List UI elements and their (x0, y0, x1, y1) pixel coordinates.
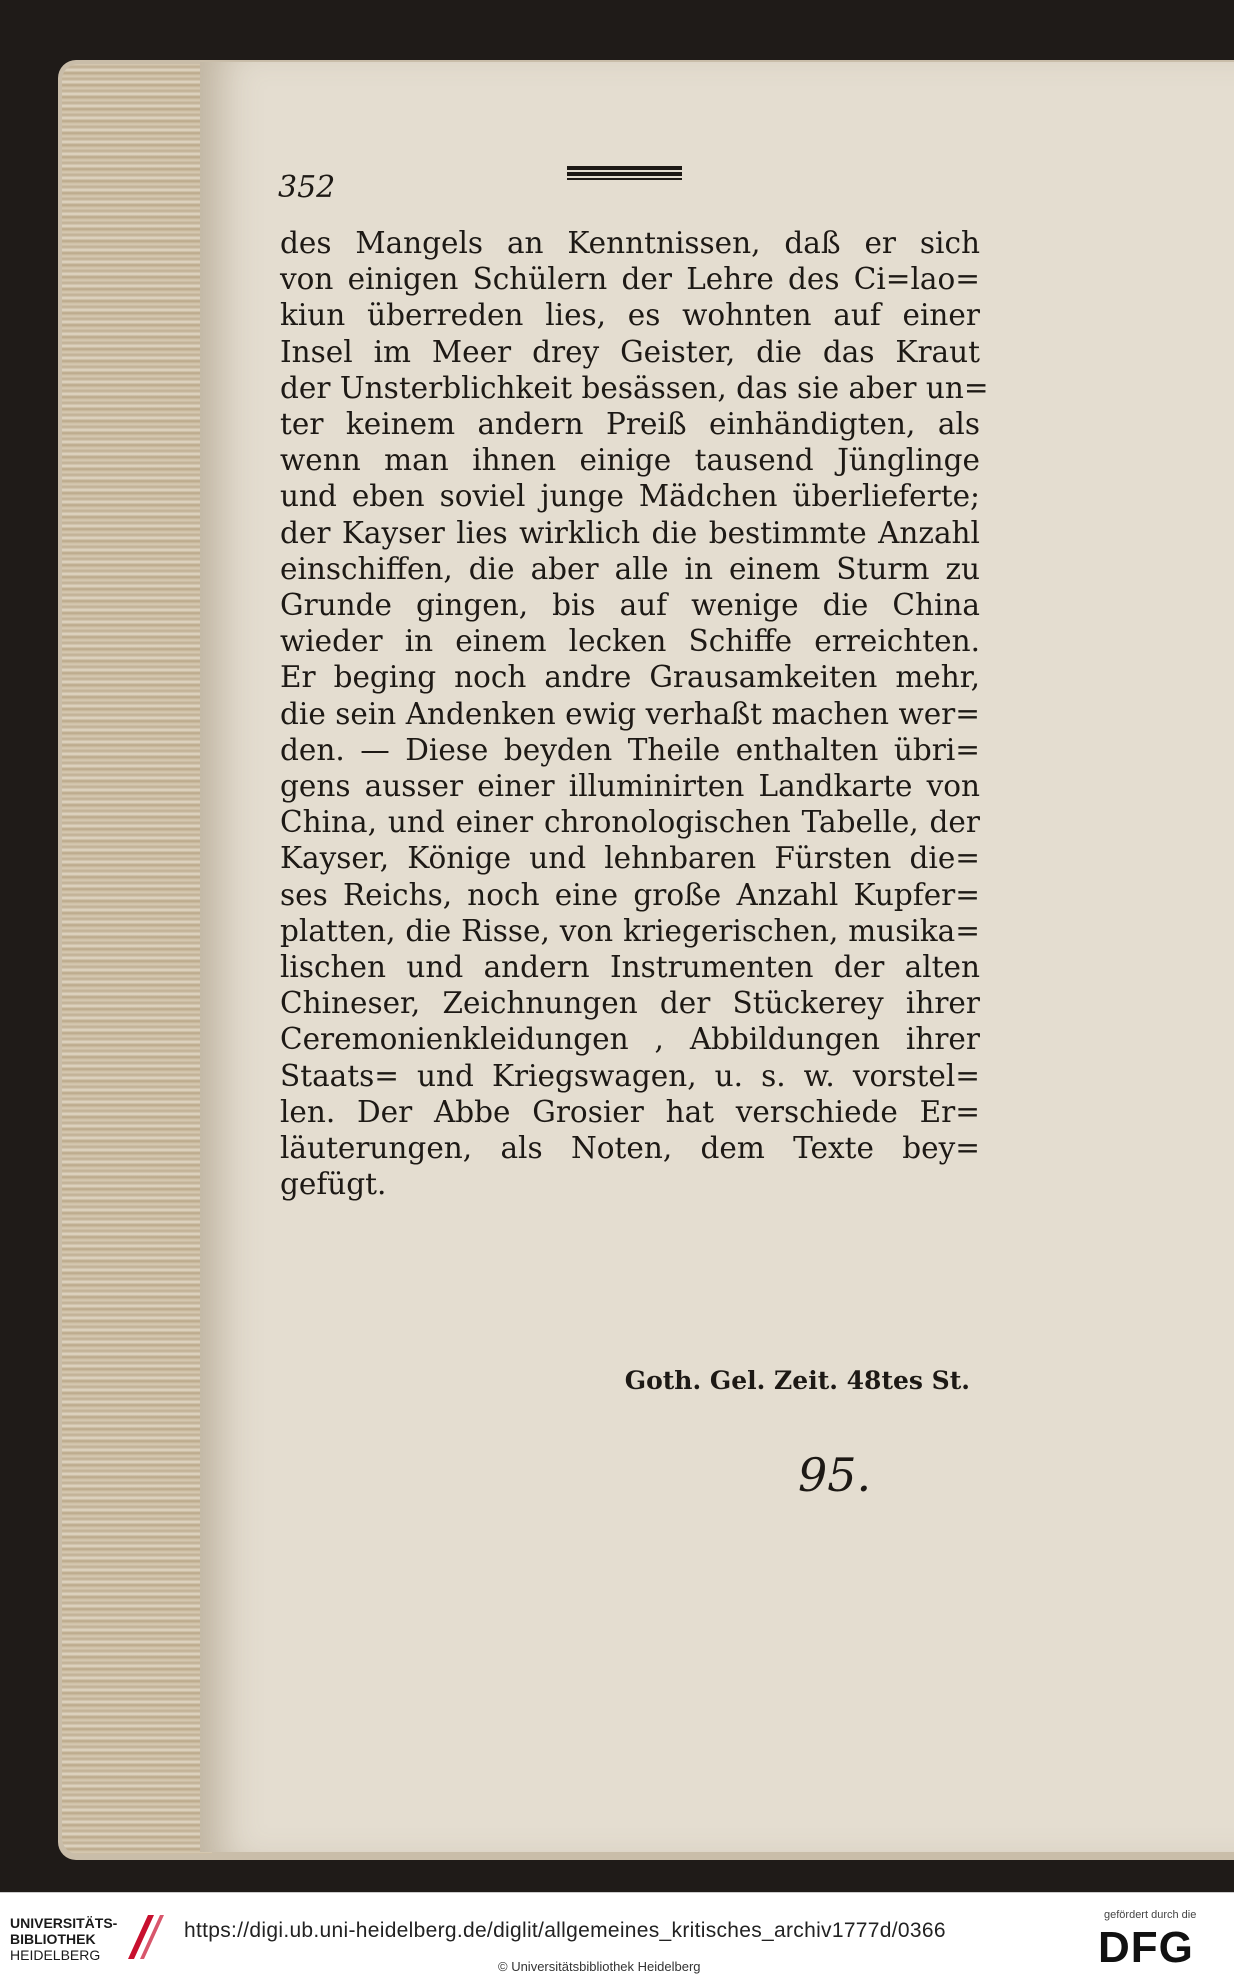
text-line: lischen und andern Instrumenten der alten (280, 950, 980, 985)
text-line: Er beging noch andre Grausamkeiten mehr, (280, 660, 980, 695)
page-number: 352 (278, 170, 336, 205)
library-logo[interactable]: UNIVERSITÄTS- BIBLIOTHEK HEIDELBERG (10, 1915, 118, 1963)
text-line: läuterungen, als Noten, dem Texte bey= (280, 1131, 980, 1166)
library-emblem-icon (120, 1909, 168, 1965)
text-line: und eben soviel junge Mädchen überlieferte; (280, 479, 980, 514)
text-line: von einigen Schülern der Lehre des Ci=lao= (280, 262, 980, 297)
source-citation: Goth. Gel. Zeit. 48tes St. (624, 1366, 970, 1395)
text-line: Insel im Meer drey Geister, die das Kraut (280, 334, 980, 369)
text-line: wenn man ihnen einige tausend Jünglinge (280, 443, 980, 478)
text-line: Chineser, Zeichnungen der Stückerey ihrer (280, 986, 980, 1021)
text-line: Staats= und Kriegswagen, u. s. w. vorstel= (280, 1058, 980, 1093)
text-line: die sein Andenken ewig verhaßt machen wer= (280, 696, 980, 731)
text-line: China, und einer chronologischen Tabelle, der (280, 805, 980, 840)
page-stack-edge (62, 64, 212, 1854)
text-line: gens ausser einer illuminirten Landkarte von (280, 769, 980, 804)
text-line: der Unsterblichkeit besässen, das sie aber un= (280, 370, 989, 405)
text-line: gefügt. (280, 1167, 387, 1202)
text-line: Ceremonienkleidungen , Abbildungen ihrer (280, 1022, 980, 1057)
text-line: einschiffen, die aber alle in einem Sturm zu (280, 551, 980, 586)
body-text (280, 225, 989, 1202)
header-rule (567, 166, 682, 182)
text-line: wieder in einem lecken Schiffe erreichten. (280, 624, 980, 659)
funding-note: gefördert durch die (1104, 1909, 1197, 1921)
text-line: den. — Diese beyden Theile enthalten übri= (280, 732, 980, 767)
permalink-url[interactable]: https://digi.ub.uni-heidelberg.de/diglit/allgemeines_kritisches_archiv1777d/0366 (184, 1919, 946, 1942)
text-line: ter keinem andern Preiß einhändigten, als (280, 407, 980, 442)
text-line: len. Der Abbe Grosier hat verschiede Er= (280, 1094, 980, 1129)
dfg-logo[interactable]: DFG (1098, 1923, 1194, 1972)
copyright-notice: © Universitätsbibliothek Heidelberg (498, 1959, 701, 1974)
text-line: platten, die Risse, von kriegerischen, musika= (280, 913, 980, 948)
text-line: kiun überreden lies, es wohnten auf einer (280, 298, 980, 333)
text-line: Grunde gingen, bis auf wenige die China (280, 588, 980, 623)
text-line: der Kayser lies wirklich die bestimmte Anzahl (280, 515, 980, 550)
signature-mark: 95. (798, 1448, 872, 1502)
text-line: des Mangels an Kenntnissen, daß er sich (280, 226, 980, 260)
text-line: Kayser, Könige und lehnbaren Fürsten die= (280, 841, 980, 876)
viewer-footer (0, 1892, 1234, 1983)
text-line: ses Reichs, noch eine große Anzahl Kupfer= (280, 877, 980, 912)
